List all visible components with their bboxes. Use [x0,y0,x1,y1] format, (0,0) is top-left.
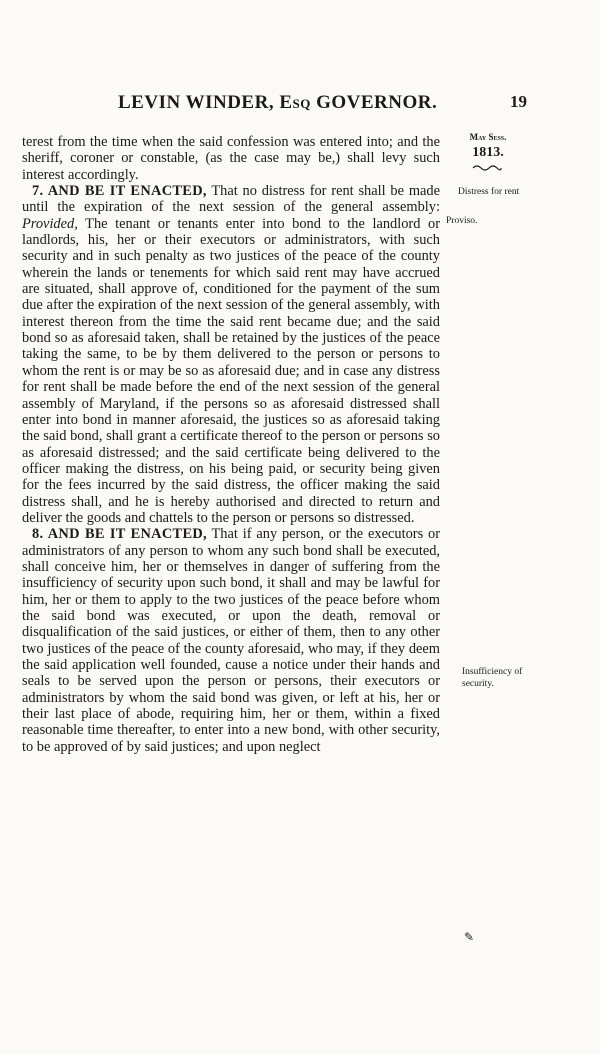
running-head-small: SQ [292,96,311,111]
paragraph-continuation: terest from the time when the said confession was entered into; and the sheriff, coroner or constable, (as the case may be,) shall levy such interest accordingly. [22,134,440,183]
margin-note-proviso: Proviso. [446,216,478,226]
running-head-main: LEVIN WINDER, E [118,92,293,113]
section-7-text-b: The tenant or tenants enter into bond to the landlord or landlords, his, her or their executors or administrators, with such security and in such penalty as two justices of the peace of the county wherein the lands or tenements for which said rent may have accrued are situated, shall approve of, conditioned for the payment of the sum due after the expiration of the next session of the general assembly, with interest thereon from the time the said rent became due; and the said bond so as aforesaid taken, shall be retained by the justices of the peace taking the same, to be by them delivered to the person or persons to whom the rent is or may be so as aforesaid due; and in case any distress for rent shall be made before the end of the next session of the general assembly of Maryland, if the persons so as aforesaid distressed shall enter into bond in manner aforesaid, the justices so as aforesaid taking the said bond, shall grant a certificate thereof to the person or persons so as aforesaid distressed; and the said certificate being delivered to the officer making the distress, on his being paid, or security being given for the fees incurred by the said distress, the officer making the said distress shall, and he is hereby authorised and directed to return and deliver the goods and chattels to the person or persons so distressed. [22,215,440,526]
section-8-enacting-clause: 8. AND BE IT ENACTED, [32,526,207,543]
margin-note-insufficiency: Insufficiency of security. [462,667,523,689]
margin-note-distress: Distress for rent [458,187,520,197]
page-number: 19 [510,92,527,111]
paragraph-section-8 [22,526,440,755]
running-head-governor: GOVERNOR. [310,92,438,113]
year-flourish-ornament [472,164,502,172]
margin-year: 1813. [472,145,504,160]
section-7-text-a: That no distress for rent shall be made until the expiration of the next session of the general assembly: [22,183,440,216]
section-7-enacting-clause: 7. AND BE IT ENACTED, [32,183,207,200]
margin-session-label: May Sess. [469,132,507,142]
running-head [118,92,448,114]
section-8-text: That if any person, or the executors or administrators of any person to whom any such bond shall be executed, shall conceive him, her or themselves in danger of suffering from the insufficiency of security upon such bond, it shall and may be lawful for him, her or them to apply to the two justices of the peace before whom the said bond was executed, or upon the death, removal or disqualification of the said justices, or either of them, then to any other two justices of the peace of the county aforesaid, who may, if they deem the said application well founded, cause a notice under their hands and seals to be served upon the person or persons, their executors or administrators by whom the said bond was given, or left at his, her or their last place of abode, requiring him, her or them, within a fixed reasonable time thereafter, to enter into a new bond, with other security, to be approved of by said justices; and upon neglect [22,526,440,755]
body-text [22,134,440,755]
paragraph-section-7 [22,183,440,526]
section-7-provided: Provided, [22,215,78,232]
margin-pen-mark-icon: ✎ [464,930,475,944]
